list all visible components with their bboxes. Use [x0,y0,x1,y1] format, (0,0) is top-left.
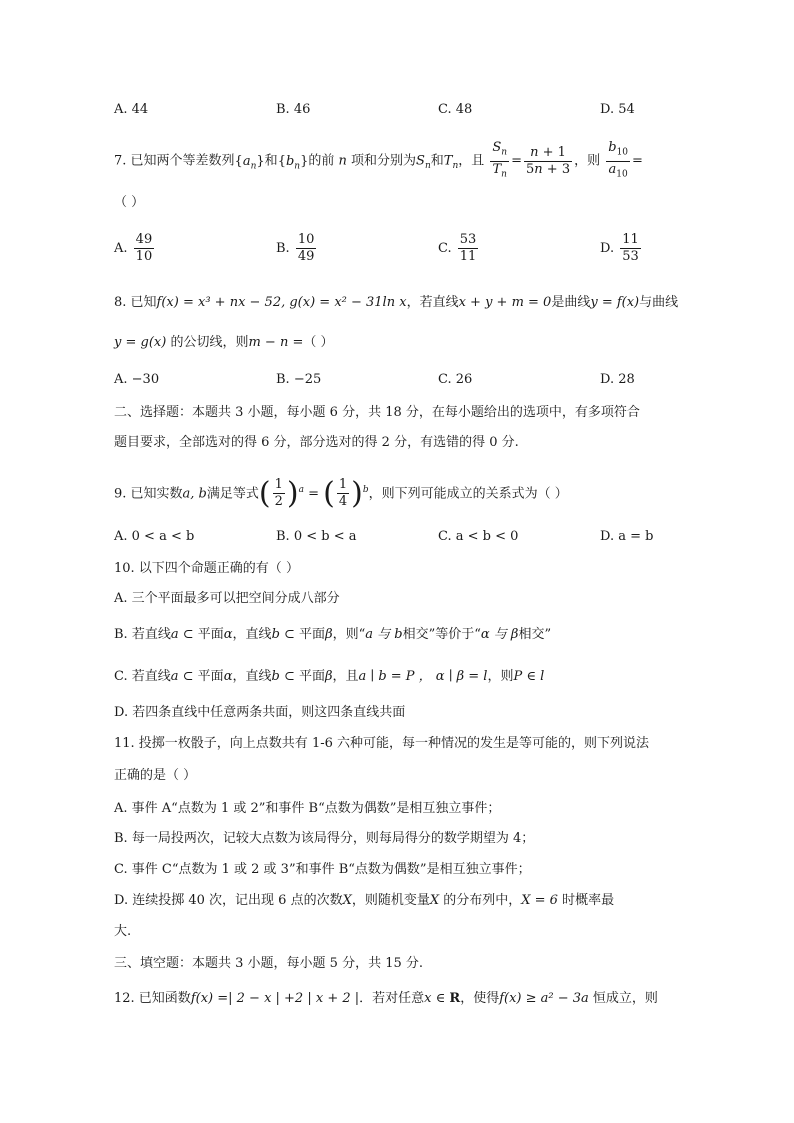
q9-option-a: A. 0 < a < b [114,529,195,544]
q10-stem: 10. 以下四个命题正确的有（ ） [114,561,299,576]
q12-stem: 12. 已知函数f(x) =| 2 − x | +2 | x + 2 |．若对任意x ∈ R，使得f(x) ≥ a² − 3a 恒成立，则 [114,991,658,1006]
q11-option-b: B. 每一局投两次，记较大点数为该局得分，则每局得分的数学期望为 4； [114,831,535,846]
q11-option-a: A. 事件 A“点数为 1 或 2”和事件 B“点数为偶数”是相互独立事件； [114,801,501,816]
q7-option-b: B. $\frac{10}{49}$ [276,232,315,264]
q8-option-c: C. 26 [438,372,473,387]
q8-stem-line1: 8. 已知f(x) = x³ + nx − 52, g(x) = x² − 31ln x，若直线x + y + m = 0是曲线y = f(x)与曲线 [114,295,679,310]
section2-heading-line2: 题目要求，全部选对的得 6 分，部分选对的得 2 分，有选错的得 0 分. [114,435,519,450]
q7-paren: （ ） [114,195,145,210]
q9-option-b: B. 0 < b < a [276,529,357,544]
section3-heading: 三、填空题：本题共 3 小题，每小题 5 分，共 15 分. [114,956,424,971]
q6-option-c: C. 48 [438,102,473,117]
q11-stem-line1: 11. 投掷一枚骰子，向上点数共有 1-6 六种可能，每一种情况的发生是等可能的，则下列说法 [114,736,650,751]
q6-option-b: B. 46 [276,102,311,117]
q6-option-d: D. 54 [600,102,635,117]
q8-option-b: B. −25 [276,372,322,387]
q7-stem: 7. 已知两个等差数列$\{a_n\}$和$\{b_n\}$的前 n 项和分别为$S_n$和$T_n$，且 $\frac{S_n}{T_n}$ = $\frac{n + 1}{5n + 3}$ ，则 $\frac{b_{10}}{a_{10}}$ = [114,140,643,180]
q6-option-a: A. 44 [114,102,149,117]
q10-option-d: D. 若四条直线中任意两条共面，则这四条直线共面 [114,705,406,720]
q9-option-d: D. a = b [600,529,654,544]
q11-stem-line2: 正确的是（ ） [114,768,197,783]
q7-option-d: D. $\frac{11}{53}$ [600,232,639,264]
q11-option-c: C. 事件 C“点数为 1 或 2 或 3”和事件 B“点数为偶数”是相互独立事件； [114,862,531,877]
q8-option-a: A. −30 [114,372,160,387]
q9-stem: 9. 已知实数a, b满足等式( $\frac{1}{2}$ )$^a$ = ( $\frac{1}{4}$ )$^b$，则下列可能成立的关系式为（ ） [114,475,568,511]
q11-option-d: D. 连续投掷 40 次，记出现 6 点的次数X，则随机变量X 的分布列中，X = 6 时概率最 [114,893,615,908]
q9-option-c: C. a < b < 0 [438,529,519,544]
q10-option-a: A. 三个平面最多可以把空间分成八部分 [114,591,340,606]
q8-stem-line2: y = g(x) 的公切线，则m − n =（ ） [114,335,334,350]
q7-option-a: A. $\frac{49}{10}$ [114,232,153,264]
q7-option-c: C. $\frac{53}{11}$ [438,232,477,264]
section2-heading-line1: 二、选择题：本题共 3 小题，每小题 6 分，共 18 分，在每小题给出的选项中，有多项符合 [114,405,640,420]
q8-option-d: D. 28 [600,372,635,387]
q10-option-b: B. 若直线a ⊂ 平面α，直线b ⊂ 平面β，则“a 与 b相交”等价于“α 与 β相交” [114,627,552,642]
q10-option-c: C. 若直线a ⊂ 平面α，直线b ⊂ 平面β，且a ∣ b = P ， α ∣ β = l，则P ∈ l [114,669,545,684]
q11-option-d-cont: 大. [114,924,132,939]
